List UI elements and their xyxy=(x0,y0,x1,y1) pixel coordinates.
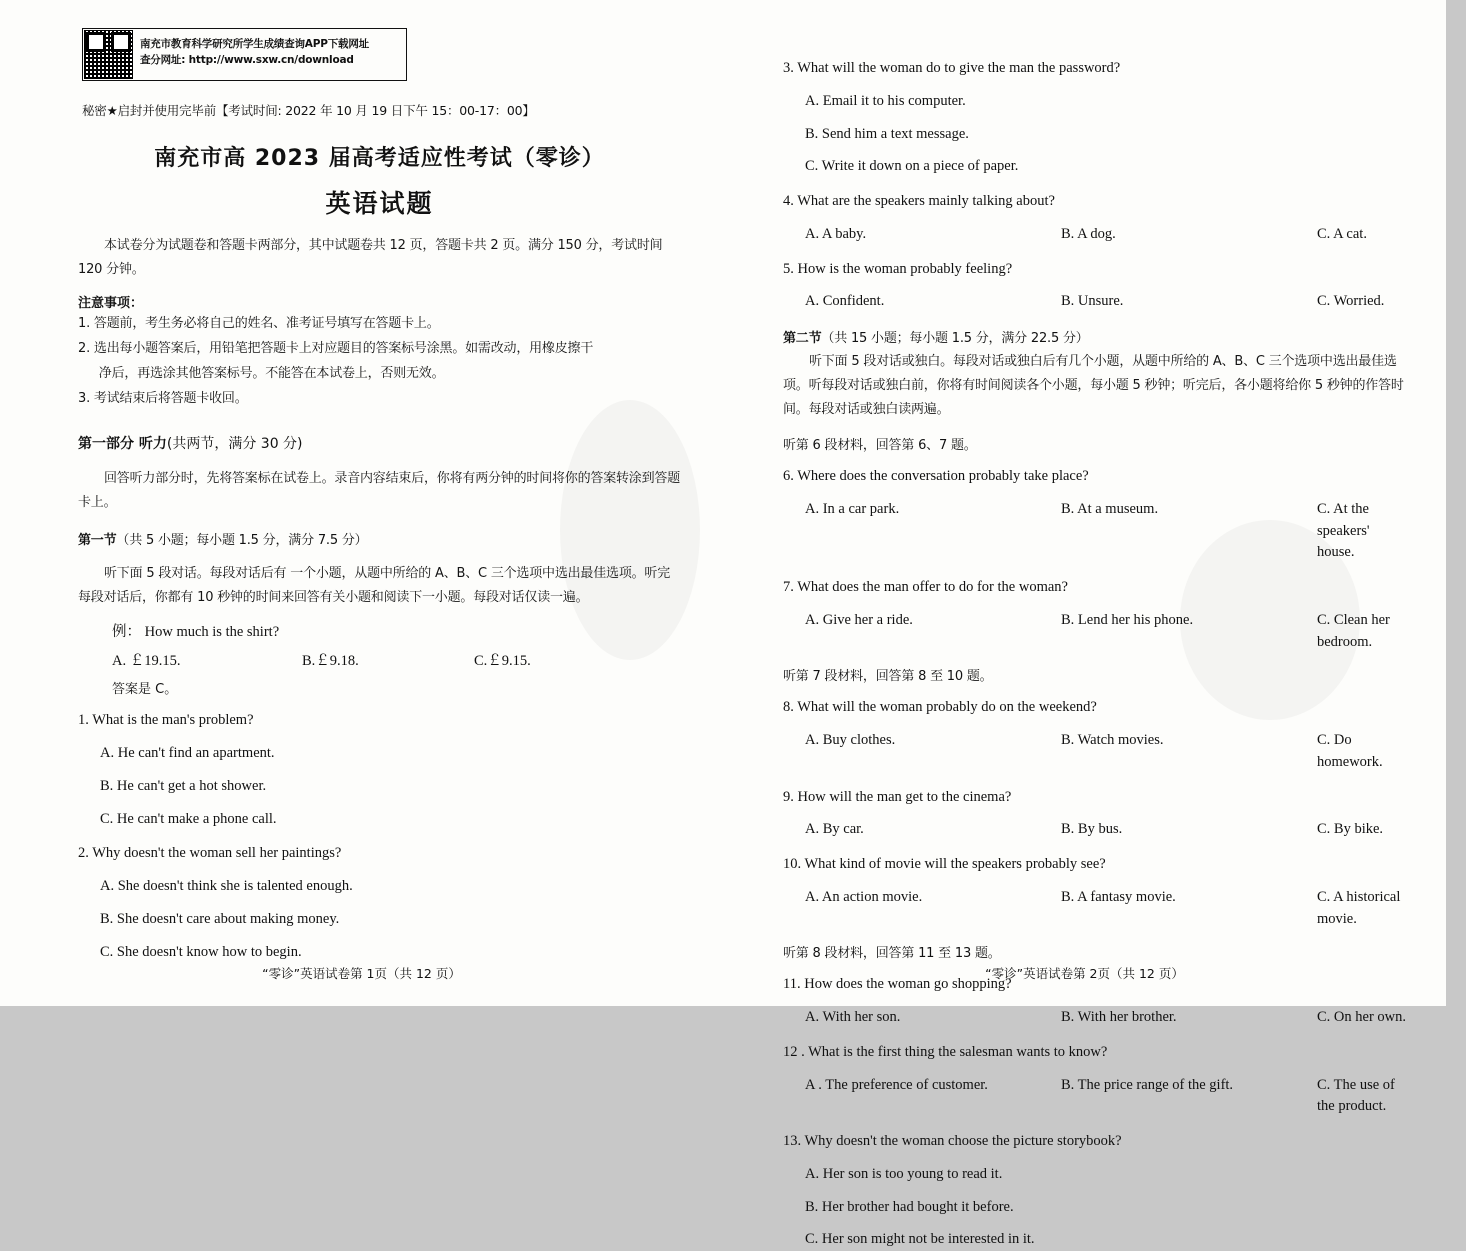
material-6-label: 听第 6 段材料，回答第 6、7 题。 xyxy=(783,438,977,454)
example-options xyxy=(112,649,681,670)
question-text: What does the man offer to do for the woman? xyxy=(797,579,1068,596)
question-text: Where does the conversation probably take place? xyxy=(797,468,1089,485)
qr-code-icon xyxy=(84,30,133,79)
question-text: How will the man get to the cinema? xyxy=(797,788,1012,805)
question-number: 4. xyxy=(783,193,794,209)
section-two-instruction: 听下面 5 段对话或独白。每段对话或独白后有几个小题，从题中所给的 A、B、C 三个选项中选出最佳选项。听每段对话或独白前，你将有时间阅读各个小题，每小题 5 秒钟；听完后，各小题将给你 5 秒钟的作答时间。每段对话或独白读两遍。 xyxy=(783,354,1404,418)
question-number: 2. xyxy=(78,845,89,862)
question-10 xyxy=(783,854,1406,876)
question-number: 12 . xyxy=(783,1043,805,1060)
section-two-heading-rest: （共 15 小题；每小题 1.5 分，满分 22.5 分） xyxy=(821,331,1089,346)
question-text: Why doesn't the woman choose the picture storybook? xyxy=(804,1133,1122,1150)
notice-item: 1. 答题前，考生务必将自己的姓名、准考证号填写在答题卡上。 xyxy=(78,316,440,332)
question-number: 3. xyxy=(783,60,794,76)
question-5-options xyxy=(805,291,1406,313)
question-5-option-a: A. Confident. xyxy=(805,293,885,310)
material-7-label: 听第 7 段材料，回答第 8 至 10 题。 xyxy=(783,669,993,685)
question-6-options xyxy=(805,499,1406,564)
question-text: What kind of movie will the speakers probably see? xyxy=(804,856,1106,873)
part-one-heading-rest: (共两节，满分 30 分) xyxy=(166,436,303,453)
example-option-a: A. ￡19.15. xyxy=(112,653,181,670)
question-12 xyxy=(783,1042,1406,1064)
question-6 xyxy=(783,466,1406,488)
notice-title: 注意事项： xyxy=(78,296,144,312)
question-12-option-c: C. The use of the product. xyxy=(1317,1076,1395,1115)
question-text: What is the man's problem? xyxy=(92,712,254,729)
question-text: What will the woman probably do on the weekend? xyxy=(797,699,1097,716)
question-9-option-c: C. By bike. xyxy=(1317,821,1384,838)
question-11-option-a: A. With her son. xyxy=(805,1009,901,1026)
page-subtitle: 英语试题 xyxy=(325,189,434,218)
question-12-option-b: B. The price range of the gift. xyxy=(1061,1076,1234,1093)
section-one-instruction: 听下面 5 段对话。每段对话后有 一个小题，从题中所给的 A、B、C 三个选项中选出最佳选项。听完每段对话后，你都有 10 秒钟的时间来回答有关小题和阅读下一小题。每段对话仅读一遍。 xyxy=(78,566,671,606)
question-3 xyxy=(783,58,1406,80)
question-13 xyxy=(783,1131,1406,1153)
example-question xyxy=(112,620,681,641)
material-8-label: 听第 8 段材料，回答第 11 至 13 题。 xyxy=(783,946,1001,962)
notice-item: 净后，再选涂其他答案标号。不能答在本试卷上，否则无效。 xyxy=(98,366,445,382)
question-8-option-b: B. Watch movies. xyxy=(1061,732,1164,749)
question-9-option-a: A. By car. xyxy=(805,821,864,838)
question-2-option-b: B. She doesn't care about making money. xyxy=(100,910,340,927)
notice-item: 2. 选出每小题答案后，用铅笔把答题卡上对应题目的答案标号涂黑。如需改动，用橡皮擦干 xyxy=(78,341,594,357)
question-9-option-b: B. By bus. xyxy=(1061,821,1123,838)
question-3-option-b: B. Send him a text message. xyxy=(805,125,969,142)
question-7-option-c: C. Clean her bedroom. xyxy=(1317,611,1390,650)
question-2 xyxy=(78,843,681,865)
question-text: What are the speakers mainly talking about? xyxy=(797,193,1055,209)
question-2-option-c: C. She doesn't know how to begin. xyxy=(100,943,302,960)
question-10-options xyxy=(805,887,1406,931)
question-number: 13. xyxy=(783,1133,802,1150)
question-number: 5. xyxy=(783,260,794,277)
question-4 xyxy=(783,191,1406,213)
question-text: What is the first thing the salesman wants to know? xyxy=(808,1043,1108,1060)
question-1 xyxy=(78,710,681,732)
question-number: 10. xyxy=(783,856,802,873)
section-one-heading xyxy=(78,529,681,548)
page-title: 南充市高 2023 届高考适应性考试（零诊） xyxy=(154,146,605,171)
section-one-heading-bold: 第一节 xyxy=(78,533,117,549)
question-1-option-a: A. He can't find an apartment. xyxy=(100,745,275,762)
question-7-option-a: A. Give her a ride. xyxy=(805,611,913,628)
example-option-c: C.￡9.15. xyxy=(474,653,531,670)
qr-line-1: 南充市教育科学研究所学生成绩查询APP下载网址 xyxy=(140,38,369,50)
question-9 xyxy=(783,787,1406,809)
question-11-option-b: B. With her brother. xyxy=(1061,1009,1177,1026)
notice-item: 3. 考试结束后将答题卡收回。 xyxy=(78,391,248,407)
question-8-options xyxy=(805,730,1406,774)
question-12-options xyxy=(805,1075,1406,1119)
part-one-heading-bold: 第一部分 听力 xyxy=(78,436,167,453)
question-number: 1. xyxy=(78,712,89,729)
question-text: How is the woman probably feeling? xyxy=(797,260,1013,277)
qr-line-2: 查分网址: http://www.sxw.cn/download xyxy=(140,54,354,67)
example-answer: 答案是 C。 xyxy=(112,682,178,698)
question-number: 9. xyxy=(783,788,794,805)
question-11-option-c: C. On her own. xyxy=(1317,1009,1407,1026)
question-10-option-a: A. An action movie. xyxy=(805,888,923,905)
question-number: 6. xyxy=(783,468,794,485)
question-1-option-c: C. He can't make a phone call. xyxy=(100,810,277,827)
question-11-options xyxy=(805,1007,1406,1029)
question-13-option-b: B. Her brother had bought it before. xyxy=(805,1198,1014,1215)
question-text: Why doesn't the woman sell her paintings? xyxy=(92,845,342,862)
question-13-option-c: C. Her son might not be interested in it. xyxy=(805,1231,1035,1248)
question-3-option-a: A. Email it to his computer. xyxy=(805,92,966,109)
question-10-option-b: B. A fantasy movie. xyxy=(1061,888,1176,905)
question-10-option-c: C. A historical movie. xyxy=(1317,888,1401,927)
qr-download-box xyxy=(82,28,407,81)
question-7 xyxy=(783,577,1406,599)
question-5 xyxy=(783,259,1406,281)
example-option-b: B.￡9.18. xyxy=(302,653,359,670)
question-9-options xyxy=(805,819,1406,841)
question-13-option-a: A. Her son is too young to read it. xyxy=(805,1165,1003,1182)
secret-notice: 秘密★启封并使用完毕前【考试时间: 2022 年 10 月 19 日下午 15：00-17：00】 xyxy=(82,103,535,118)
qr-download-text xyxy=(134,29,373,80)
intro-paragraph: 本试卷分为试题卷和答题卡两部分，其中试题卷共 12 页，答题卡共 2 页。满分 150 分，考试时间 120 分钟。 xyxy=(78,238,663,278)
question-4-options xyxy=(805,224,1406,246)
question-1-option-b: B. He can't get a hot shower. xyxy=(100,777,267,794)
question-8 xyxy=(783,697,1406,719)
question-3-option-c: C. Write it down on a piece of paper. xyxy=(805,158,1019,175)
question-5-option-c: C. Worried. xyxy=(1317,293,1385,310)
section-one-heading-rest: （共 5 小题；每小题 1.5 分，满分 7.5 分） xyxy=(116,533,368,549)
question-number: 7. xyxy=(783,579,794,596)
question-8-option-a: A. Buy clothes. xyxy=(805,732,896,749)
example-question-text: How much is the shirt? xyxy=(144,624,280,641)
question-2-option-a: A. She doesn't think she is talented enough. xyxy=(100,878,353,895)
example-label: 例： xyxy=(112,624,141,641)
question-4-option-b: B. A dog. xyxy=(1061,225,1116,242)
question-7-option-b: B. Lend her his phone. xyxy=(1061,611,1194,628)
section-two-heading-bold: 第二节 xyxy=(783,331,822,346)
question-number: 11. xyxy=(783,976,801,993)
question-6-option-c: C. At the speakers' house. xyxy=(1317,500,1370,561)
page-footer-right: “零诊”英语试卷第 2页（共 12 页） xyxy=(985,966,1184,981)
question-4-option-c: C. A cat. xyxy=(1317,225,1367,242)
question-4-option-a: A. A baby. xyxy=(805,225,867,242)
question-6-option-b: B. At a museum. xyxy=(1061,500,1159,517)
question-8-option-c: C. Do homework. xyxy=(1317,732,1383,770)
part-one-instruction: 回答听力部分时，先将答案标在试卷上。录音内容结束后，你将有两分钟的时间将你的答案转涂到答题卡上。 xyxy=(78,471,681,511)
question-text: What will the woman do to give the man the password? xyxy=(797,60,1121,76)
section-two-heading xyxy=(783,327,1406,346)
question-6-option-a: A. In a car park. xyxy=(805,500,900,517)
question-number: 8. xyxy=(783,699,794,716)
part-one-heading xyxy=(78,433,681,453)
page-column-left xyxy=(0,0,723,1006)
page-footer-left: “零诊”英语试卷第 1页（共 12 页） xyxy=(262,966,461,981)
question-text: How does the woman go shopping? xyxy=(804,976,1012,993)
question-5-option-b: B. Unsure. xyxy=(1061,293,1124,310)
question-12-option-a: A . The preference of customer. xyxy=(805,1076,988,1093)
question-7-options xyxy=(805,610,1406,654)
page-column-right xyxy=(723,0,1446,1248)
